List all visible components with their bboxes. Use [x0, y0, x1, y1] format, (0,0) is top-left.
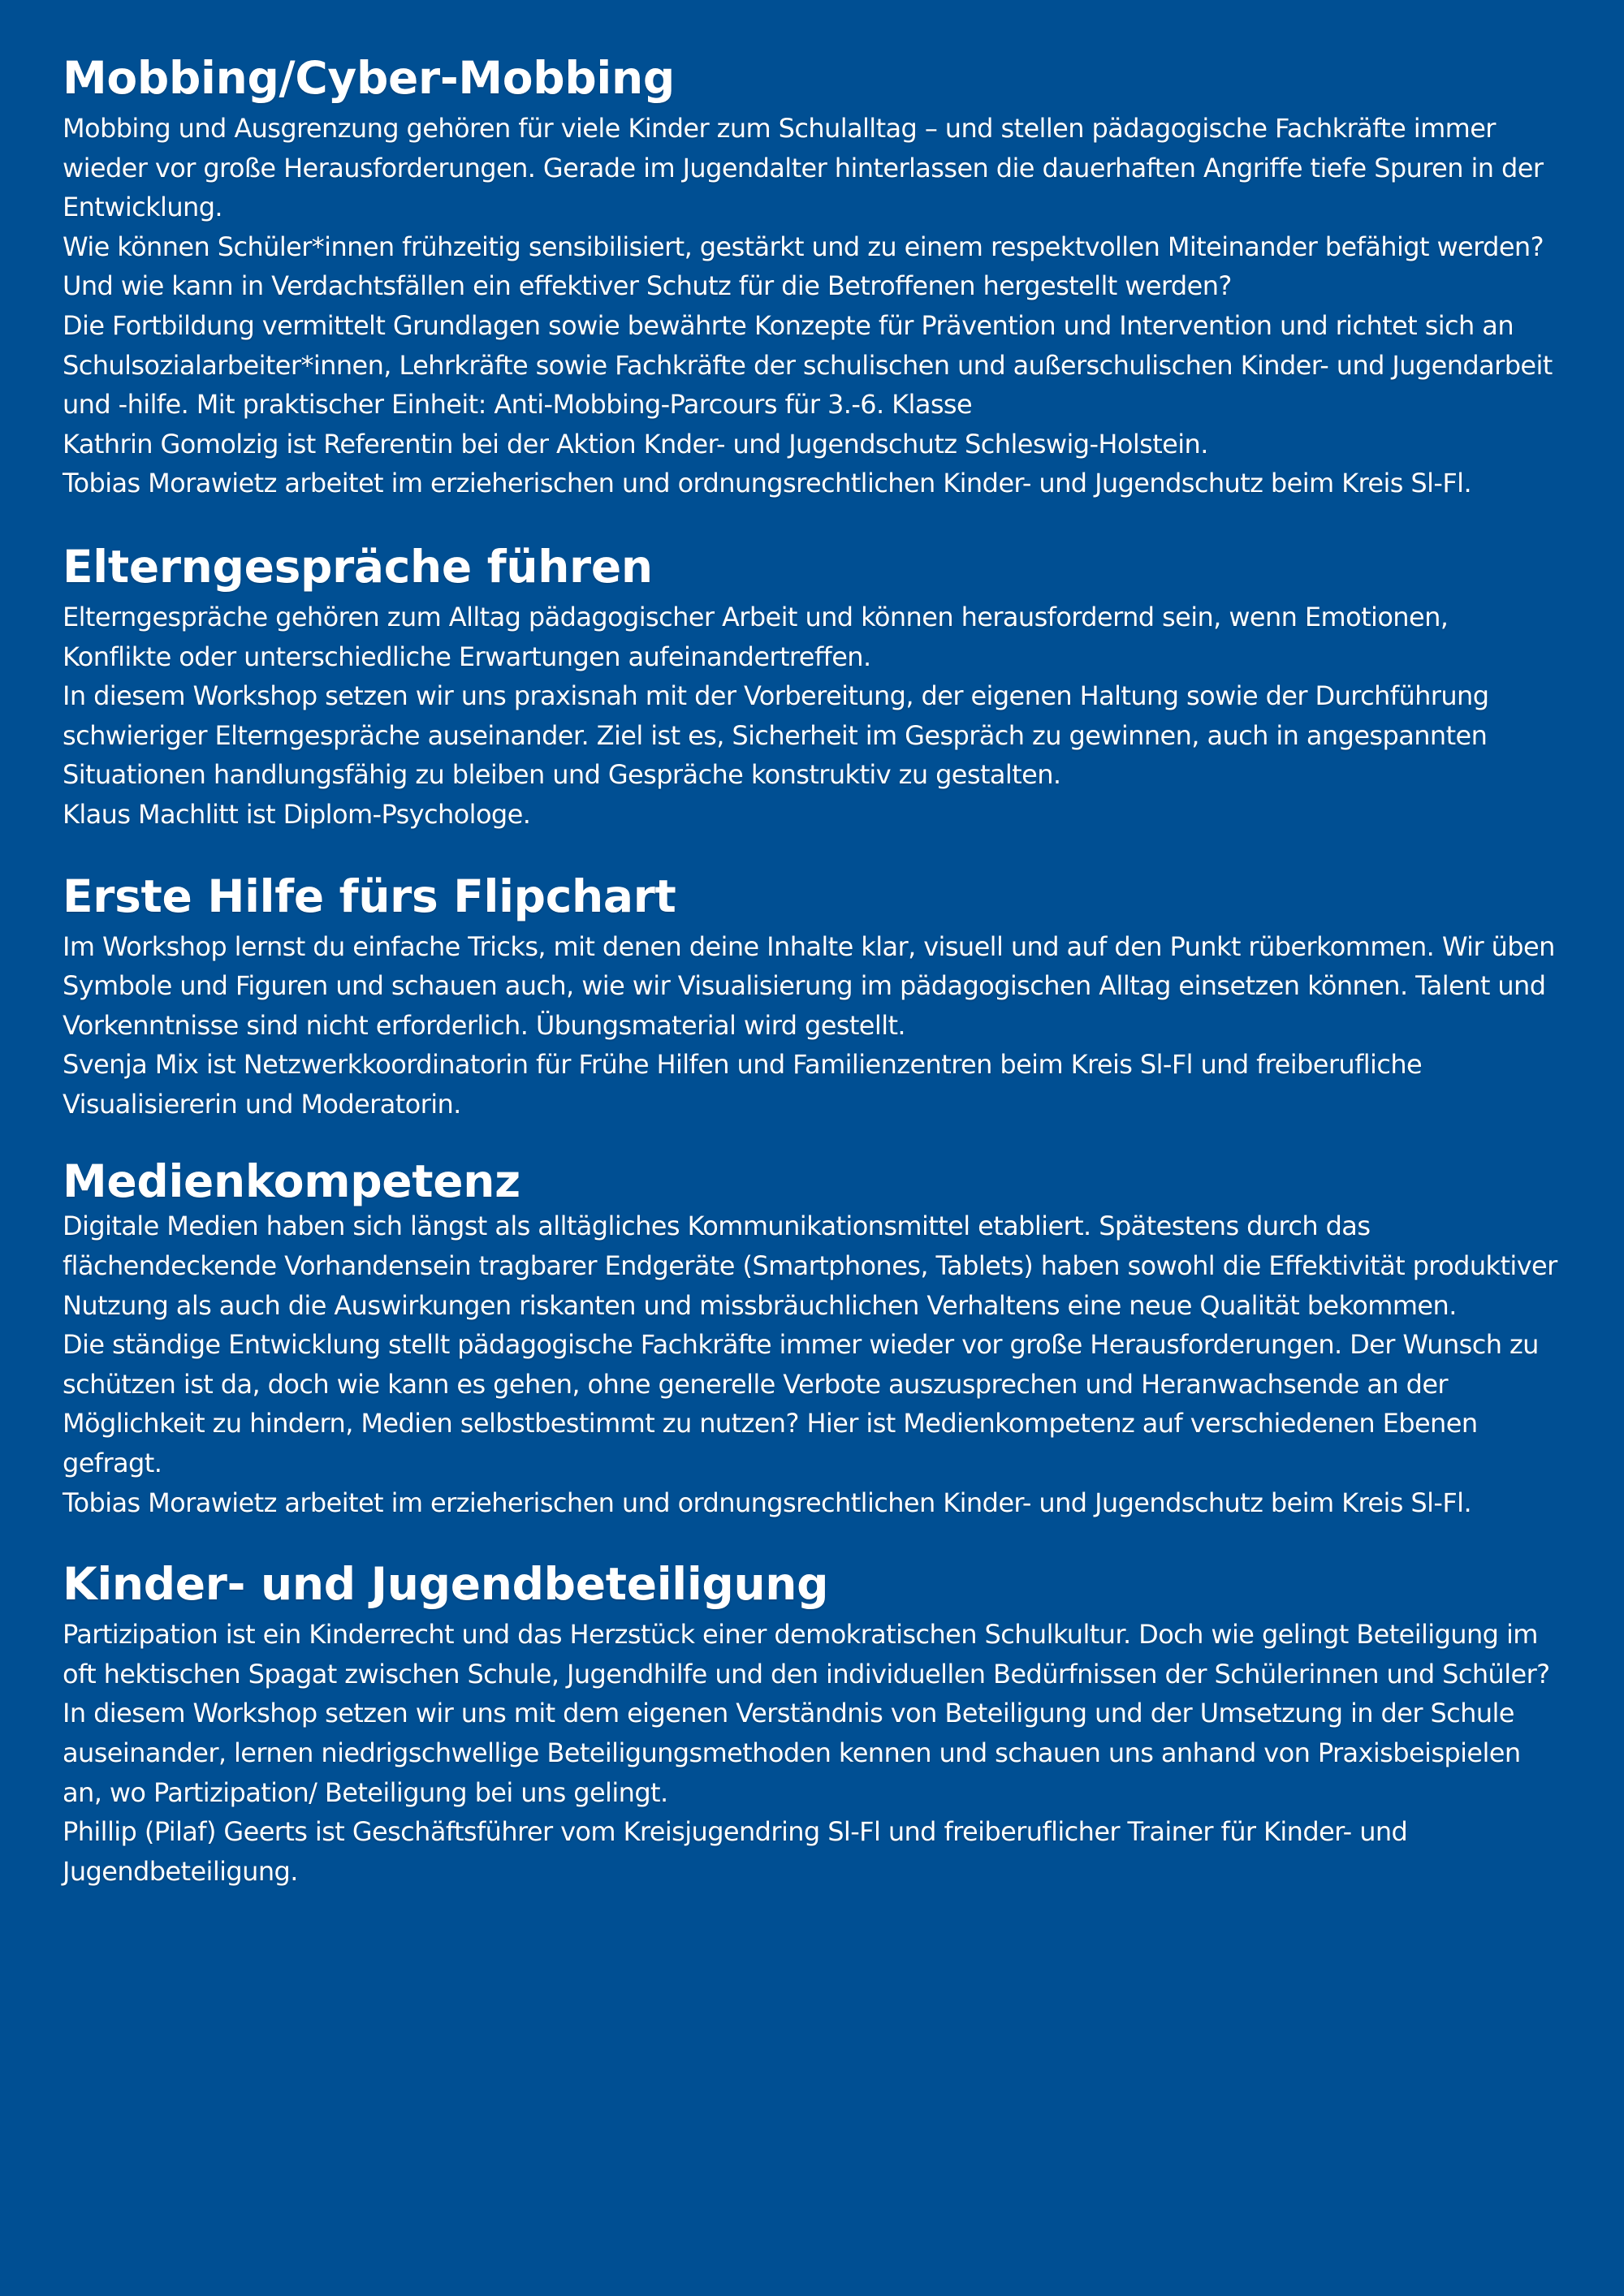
speaker-info: Svenja Mix ist Netzwerkkoordinatorin für Frühe Hilfen und Familienzentren beim Kreis Sl-Fl und freiberufliche Visualisiererin und Moderatorin.	[63, 1049, 1423, 1120]
section-paragraph: In diesem Workshop setzen wir uns praxisnah mit der Vorbereitung, der eigenen Haltung sowie der Durchführung schwieriger Elterngespräche auseinander. Ziel ist es, Sicherheit im Gespräch zu gewinnen, auch in angespannten Situationen handlungsfähig zu bleiben und Gespräche konstruktiv zu gestalten.	[63, 680, 1489, 791]
speaker-info: Tobias Morawietz arbeitet im erzieherischen und ordnungsrechtlichen Kinder- und Jugendschutz beim Kreis Sl-Fl.	[63, 1487, 1472, 1518]
section-paragraph: Mobbing und Ausgrenzung gehören für viele Kinder zum Schulalltag – und stellen pädagogische Fachkräfte immer wieder vor große Herausforderungen. Gerade im Jugendalter hinterlassen die dauerhaften Angriffe tiefe Spuren in der Entwicklung.	[63, 113, 1544, 223]
section-paragraph: Die ständige Entwicklung stellt pädagogische Fachkräfte immer wieder vor große Herausforderungen. Der Wunsch zu schützen ist da, doch wie kann es gehen, ohne generelle Verbote auszusprechen und Heranwachsende an der Möglichkeit zu hindern, Medien selbstbestimmt zu nutzen? Hier ist Medienkompetenz auf verschiedenen Ebenen gefragt.	[63, 1329, 1539, 1479]
section-elterngespraeche	[63, 536, 1562, 835]
section-title: Elterngespräche führen	[63, 540, 653, 593]
section-medienkompetenz	[63, 1156, 1562, 1522]
section-title: Kinder- und Jugendbeteiligung	[63, 1558, 829, 1611]
section-paragraph: Im Workshop lernst du einfache Tricks, mit denen deine Inhalte klar, visuell und auf den Punkt rüberkommen. Wir üben Symbole und Figuren und schauen auch, wie wir Visualisierung im pädagogischen Alltag einsetzen können. Talent und Vorkenntnisse sind nicht erforderlich. Übungsmaterial wird gestellt.	[63, 930, 1555, 1041]
section-paragraph: Digitale Medien haben sich längst als alltägliches Kommunikationsmittel etabliert. Spätestens durch das flächendeckende Vorhandensein tragbarer Endgeräte (Smartphones, Tablets) haben sowohl die Effektivität produktiver Nutzung als auch die Auswirkungen riskanten und missbräuchlichen Verhaltens eine neue Qualität bekommen.	[63, 1211, 1557, 1321]
section-paragraph: Die Fortbildung vermittelt Grundlagen sowie bewährte Konzepte für Prävention und Intervention und richtet sich an Schulsozialarbeiter*innen, Lehrkräfte sowie Fachkräfte der schulischen und außerschulischen Kinder- und Jugendarbeit und -hilfe. Mit praktischer Einheit: Anti-Mobbing-Parcours für 3.-6. Klasse	[63, 309, 1553, 421]
speaker-info: Phillip (Pilaf) Geerts ist Geschäftsführer vom Kreisjugendring Sl-Fl und freiberuflicher Trainer für Kinder- und Jugendbeteiligung.	[63, 1816, 1408, 1887]
section-title: Erste Hilfe fürs Flipchart	[63, 870, 676, 922]
section-mobbing	[63, 47, 1562, 503]
speaker-info: Klaus Machlitt ist Diplom-Psychologe.	[63, 798, 531, 830]
speaker-info: Tobias Morawietz arbeitet im erzieherischen und ordnungsrechtlichen Kinder- und Jugendschutz beim Kreis Sl-Fl.	[63, 468, 1472, 499]
section-paragraph: Partizipation ist ein Kinderrecht und das Herzstück einer demokratischen Schulkultur. Doch wie gelingt Beteiligung im oft hektischen Spagat zwischen Schule, Jugendhilfe und den individuellen Bedürfnissen der Schülerinnen und Schüler? In diesem Workshop setzen wir uns mit dem eigenen Verständnis von Beteiligung und der Umsetzung in der Schule auseinander, lernen niedrigschwellige Beteiligungsmethoden kennen und schauen uns anhand von Praxisbeispielen an, wo Partizipation/ Beteiligung bei uns gelingt.	[63, 1619, 1550, 1808]
section-paragraph: Wie können Schüler*innen frühzeitig sensibilisiert, gestärkt und zu einem respektvollen Miteinander befähigt werden? Und wie kann in Verdachtsfällen ein effektiver Schutz für die Betroffenen hergestellt werden?	[63, 231, 1544, 302]
section-paragraph: Elterngespräche gehören zum Alltag pädagogischer Arbeit und können herausfordernd sein, wenn Emotionen, Konflikte oder unterschiedliche Erwartungen aufeinandertreffen.	[63, 601, 1449, 672]
section-jugendbeteiligung	[63, 1553, 1562, 1891]
section-flipchart	[63, 865, 1562, 1124]
section-title: Medienkompetenz	[63, 1155, 520, 1208]
section-title: Mobbing/Cyber-Mobbing	[63, 52, 675, 104]
speaker-info: Kathrin Gomolzig ist Referentin bei der Aktion Knder- und Jugendschutz Schleswig-Holstein.	[63, 428, 1208, 460]
